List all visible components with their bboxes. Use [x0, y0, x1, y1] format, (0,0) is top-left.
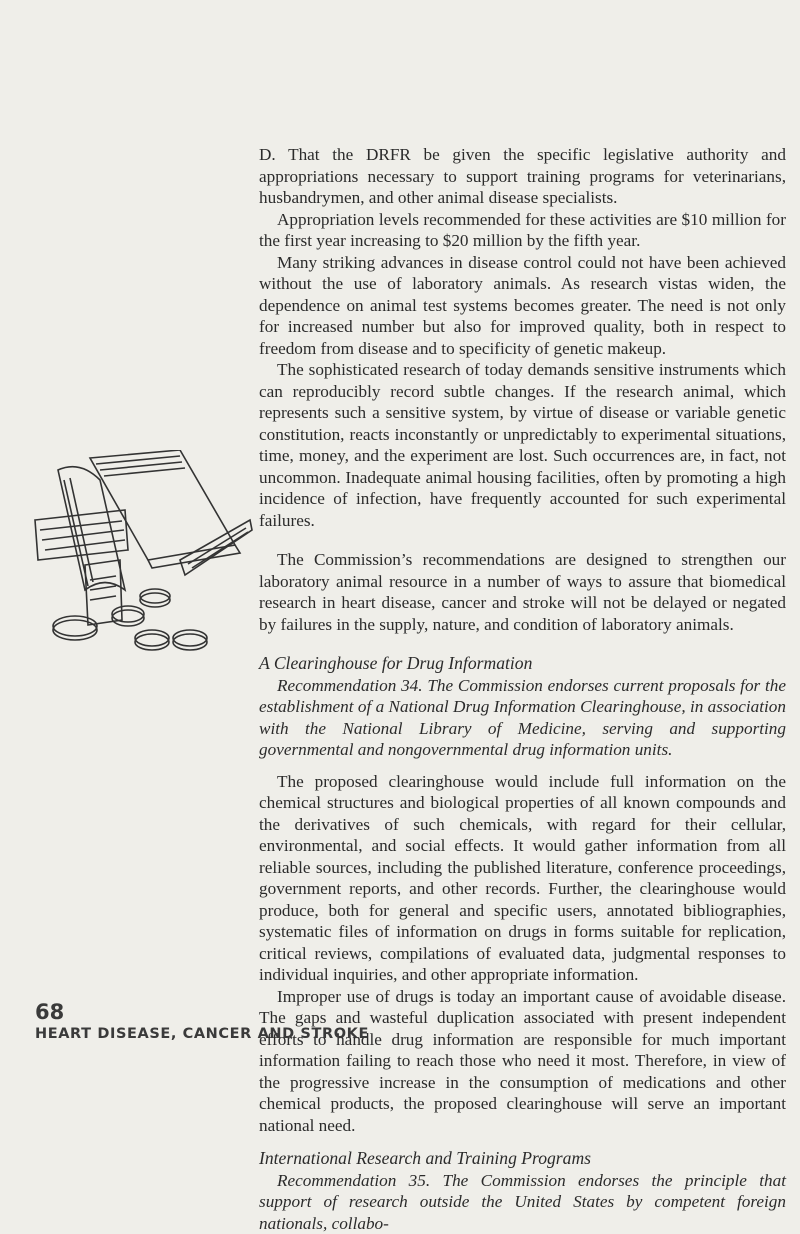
main-text-column [259, 144, 786, 1234]
page-number: 68 [35, 1000, 64, 1024]
paragraph: Many striking advances in disease control could not have been achieved without the use of laboratory animals. As research vistas widen, the dependence on animal test systems becomes greater. The need is not only for increased number but also for improved quality, both in respect to freedom from disease and to specificity of genetic makeup. [259, 252, 786, 360]
paragraph: The proposed clearinghouse would include full information on the chemical structures and biological properties of all known compounds and the derivatives of such chemicals, with regard for their cellular, environmental, and social effects. It would gather information from all reliable sources, including the published literature, conference proceedings, government reports, and other records. Further, the clearinghouse would produce, both for general and specific users, annotated bibliographies, systematic files of information on drugs in forms suitable for replication, critical reviews, compilations of evaluated data, judgmental responses to individual inquiries, and other appropriate information. [259, 771, 786, 986]
paragraph: The Commission’s recommendations are designed to strengthen our laboratory animal resource in a number of ways to assure that biomedical research in heart disease, cancer and stroke will not be delayed or negated by failures in the supply, nature, and condition of laboratory animals. [259, 549, 786, 635]
running-title: HEART DISEASE, CANCER AND STROKE [35, 1026, 369, 1042]
books-and-petri-dishes-icon [30, 450, 255, 655]
paragraph: Appropriation levels recommended for these activities are $10 million for the first year increasing to $20 million by the fifth year. [259, 209, 786, 252]
paragraph: D. That the DRFR be given the specific legislative authority and appropriations necessary to support training programs for veterinarians, husbandrymen, and other animal disease specialists. [259, 144, 786, 209]
section-heading: International Research and Training Programs [259, 1148, 786, 1170]
paragraph: Improper use of drugs is today an important cause of avoidable disease. The gaps and wasteful duplication associated with present independent efforts to handle drug information are responsible for much important information failing to reach those who need it most. Therefore, in view of the progressive increase in the consumption of medications and other chemical products, the proposed clearinghouse will serve an important national need. [259, 986, 786, 1137]
recommendation-35: Recommendation 35. The Commission endorses the principle that support of research outside the United States by competent foreign nationals, collabo- [259, 1170, 786, 1234]
section-heading: A Clearinghouse for Drug Information [259, 653, 786, 675]
recommendation-34: Recommendation 34. The Commission endorses current proposals for the establishment of a National Drug Information Clearinghouse, in association with the National Library of Medicine, serving and supporting governmental and nongovernmental drug information units. [259, 675, 786, 761]
paragraph: The sophisticated research of today demands sensitive instruments which can reproducibly record subtle changes. If the research animal, which represents such a sensitive system, by virtue of disease or variable genetic constitution, reacts inconstantly or unpredictably to experimental situations, time, money, and the experiment are lost. Such occurrences are, in fact, not uncommon. Inadequate animal housing facilities, often by promoting a high incidence of infection, have frequently accounted for such experimental failures. [259, 359, 786, 531]
